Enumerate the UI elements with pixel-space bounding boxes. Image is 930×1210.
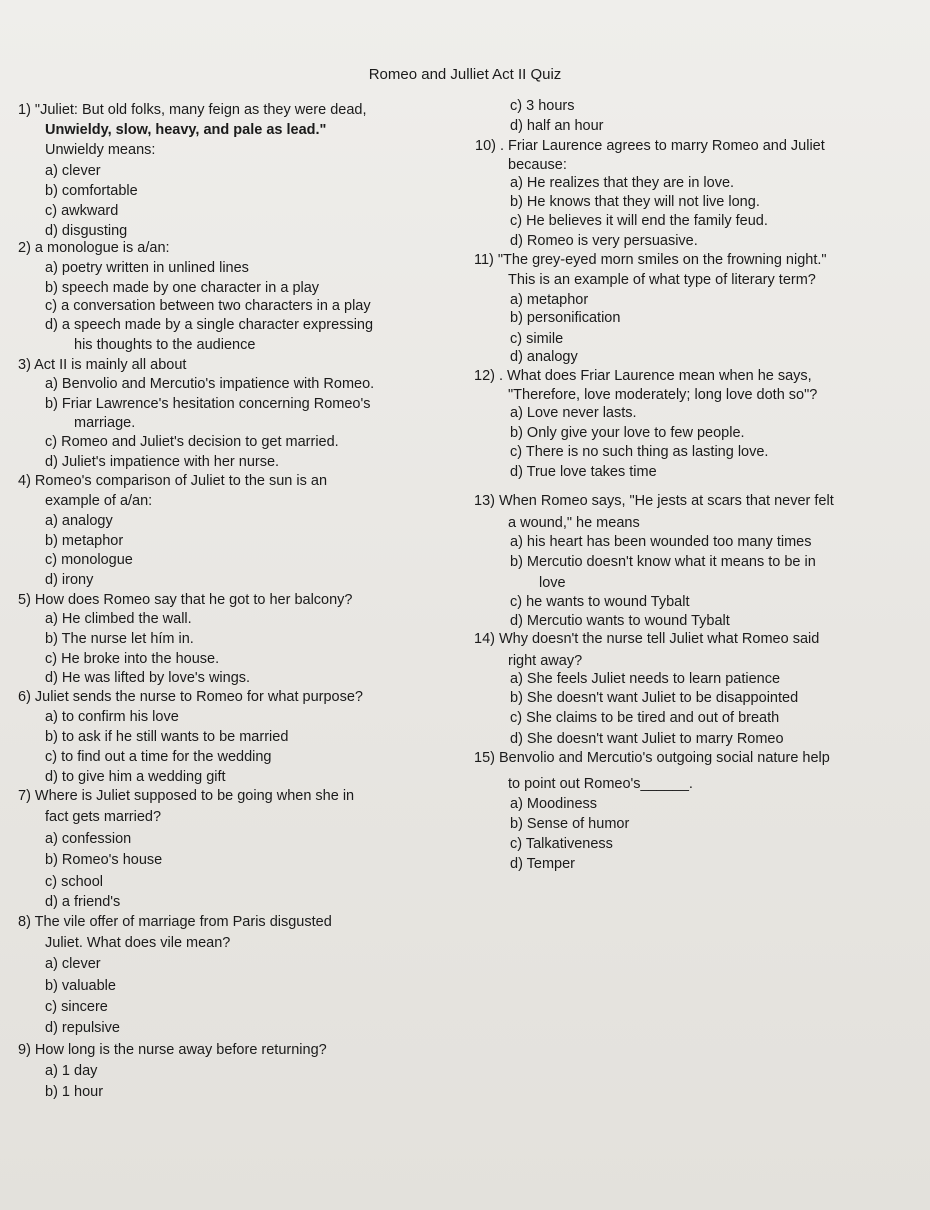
left-line: b) The nurse let hím in. bbox=[45, 631, 194, 647]
left-line: Unwieldy means: bbox=[45, 142, 156, 158]
right-line: a) his heart has been wounded too many times bbox=[510, 534, 812, 550]
left-line: b) 1 hour bbox=[45, 1084, 104, 1100]
left-line: c) monologue bbox=[45, 552, 133, 568]
right-line: a wound," he means bbox=[508, 515, 640, 531]
right-line: d) True love takes time bbox=[510, 464, 657, 480]
right-line: c) There is no such thing as lasting love. bbox=[510, 444, 769, 460]
left-line: b) to ask if he still wants to be married bbox=[45, 729, 289, 745]
left-line: a) clever bbox=[45, 956, 101, 972]
left-line: d) repulsive bbox=[45, 1020, 120, 1036]
left-line: b) metaphor bbox=[45, 533, 124, 549]
right-line: c) 3 hours bbox=[510, 98, 575, 114]
right-line: to point out Romeo's______. bbox=[508, 776, 693, 792]
left-line: a) clever bbox=[45, 163, 101, 179]
right-line: 15) Benvolio and Mercutio's outgoing social nature help bbox=[474, 750, 830, 766]
left-line: d) a friend's bbox=[45, 894, 121, 910]
left-line: 8) The vile offer of marriage from Paris disgusted bbox=[18, 914, 332, 930]
right-line: This is an example of what type of literary term? bbox=[508, 272, 816, 288]
right-line: c) he wants to wound Tybalt bbox=[510, 594, 690, 610]
right-line: b) He knows that they will not live long. bbox=[510, 194, 760, 210]
left-line: c) sincere bbox=[45, 999, 108, 1015]
left-line: a) analogy bbox=[45, 513, 113, 529]
left-line: 2) a monologue is a/an: bbox=[18, 240, 170, 256]
left-line: example of a/an: bbox=[45, 493, 153, 509]
left-line: c) awkward bbox=[45, 203, 119, 219]
left-line: b) valuable bbox=[45, 978, 116, 994]
left-line: c) Romeo and Juliet's decision to get married. bbox=[45, 434, 339, 450]
right-line: b) Only give your love to few people. bbox=[510, 425, 745, 441]
right-line: a) Love never lasts. bbox=[510, 405, 637, 421]
right-line: because: bbox=[508, 157, 567, 173]
right-line: "Therefore, love moderately; long love doth so"? bbox=[508, 387, 818, 403]
right-line: d) analogy bbox=[510, 349, 578, 365]
right-line: c) Talkativeness bbox=[510, 836, 613, 852]
right-line: right away? bbox=[508, 653, 583, 669]
left-line: b) Friar Lawrence's hesitation concerning Romeo's bbox=[45, 396, 371, 412]
right-line: d) She doesn't want Juliet to marry Romeo bbox=[510, 731, 784, 747]
left-line: 9) How long is the nurse away before returning? bbox=[18, 1042, 327, 1058]
right-line: d) Mercutio wants to wound Tybalt bbox=[510, 613, 730, 629]
left-line: a) confession bbox=[45, 831, 132, 847]
left-line: 4) Romeo's comparison of Juliet to the sun is an bbox=[18, 473, 328, 489]
right-line: d) half an hour bbox=[510, 118, 604, 134]
left-line: d) a speech made by a single character expressing bbox=[45, 317, 374, 333]
right-line: d) Temper bbox=[510, 856, 576, 872]
left-line: fact gets married? bbox=[45, 809, 162, 825]
right-line: a) metaphor bbox=[510, 292, 589, 308]
left-line: Juliet. What does vile mean? bbox=[45, 935, 231, 951]
left-line: c) a conversation between two characters in a play bbox=[45, 298, 371, 314]
left-line: c) He broke into the house. bbox=[45, 651, 220, 667]
left-line: c) to find out a time for the wedding bbox=[45, 749, 272, 765]
page-title: Romeo and Julliet Act II Quiz bbox=[368, 66, 562, 83]
right-line: love bbox=[539, 575, 566, 591]
right-line: 11) "The grey-eyed morn smiles on the frowning night." bbox=[474, 252, 827, 268]
left-line: a) Benvolio and Mercutio's impatience with Romeo. bbox=[45, 376, 375, 392]
left-line: 3) Act II is mainly all about bbox=[18, 357, 187, 373]
left-line: 7) Where is Juliet supposed to be going when she in bbox=[18, 788, 355, 804]
left-line: d) He was lifted by love's wings. bbox=[45, 670, 251, 686]
right-line: c) She claims to be tired and out of breath bbox=[510, 710, 780, 726]
right-line: b) personification bbox=[510, 310, 621, 326]
right-line: d) Romeo is very persuasive. bbox=[510, 233, 698, 249]
left-line: d) irony bbox=[45, 572, 94, 588]
left-line: a) to confirm his love bbox=[45, 709, 179, 725]
right-line: 14) Why doesn't the nurse tell Juliet what Romeo said bbox=[474, 631, 820, 647]
left-line: 6) Juliet sends the nurse to Romeo for what purpose? bbox=[18, 689, 363, 705]
right-line: 10) . Friar Laurence agrees to marry Romeo and Juliet bbox=[475, 138, 825, 154]
left-line: 1) "Juliet: But old folks, many feign as they were dead, bbox=[18, 102, 367, 118]
left-line: d) Juliet's impatience with her nurse. bbox=[45, 454, 280, 470]
right-line: b) Mercutio doesn't know what it means to be in bbox=[510, 554, 816, 570]
left-line: a) 1 day bbox=[45, 1063, 98, 1079]
left-line: c) school bbox=[45, 874, 104, 890]
right-line: 13) When Romeo says, "He jests at scars that never felt bbox=[474, 493, 834, 509]
left-line: b) Romeo's house bbox=[45, 852, 163, 868]
left-line: marriage. bbox=[74, 415, 136, 431]
right-line: a) Moodiness bbox=[510, 796, 598, 812]
right-line: 12) . What does Friar Laurence mean when he says, bbox=[474, 368, 812, 384]
right-line: a) She feels Juliet needs to learn patience bbox=[510, 671, 781, 687]
left-line: b) speech made by one character in a play bbox=[45, 280, 320, 296]
left-line: 5) How does Romeo say that he got to her balcony? bbox=[18, 592, 353, 608]
left-line: a) He climbed the wall. bbox=[45, 611, 192, 627]
left-line: d) to give him a wedding gift bbox=[45, 769, 226, 785]
right-line: a) He realizes that they are in love. bbox=[510, 175, 735, 191]
left-line: his thoughts to the audience bbox=[74, 337, 256, 353]
right-line: c) simile bbox=[510, 331, 564, 347]
left-line: d) disgusting bbox=[45, 223, 128, 239]
left-line: Unwieldy, slow, heavy, and pale as lead." bbox=[45, 122, 327, 138]
right-line: c) He believes it will end the family feud. bbox=[510, 213, 768, 229]
left-line: b) comfortable bbox=[45, 183, 138, 199]
right-line: b) She doesn't want Juliet to be disappointed bbox=[510, 690, 799, 706]
right-line: b) Sense of humor bbox=[510, 816, 630, 832]
left-line: a) poetry written in unlined lines bbox=[45, 260, 249, 276]
